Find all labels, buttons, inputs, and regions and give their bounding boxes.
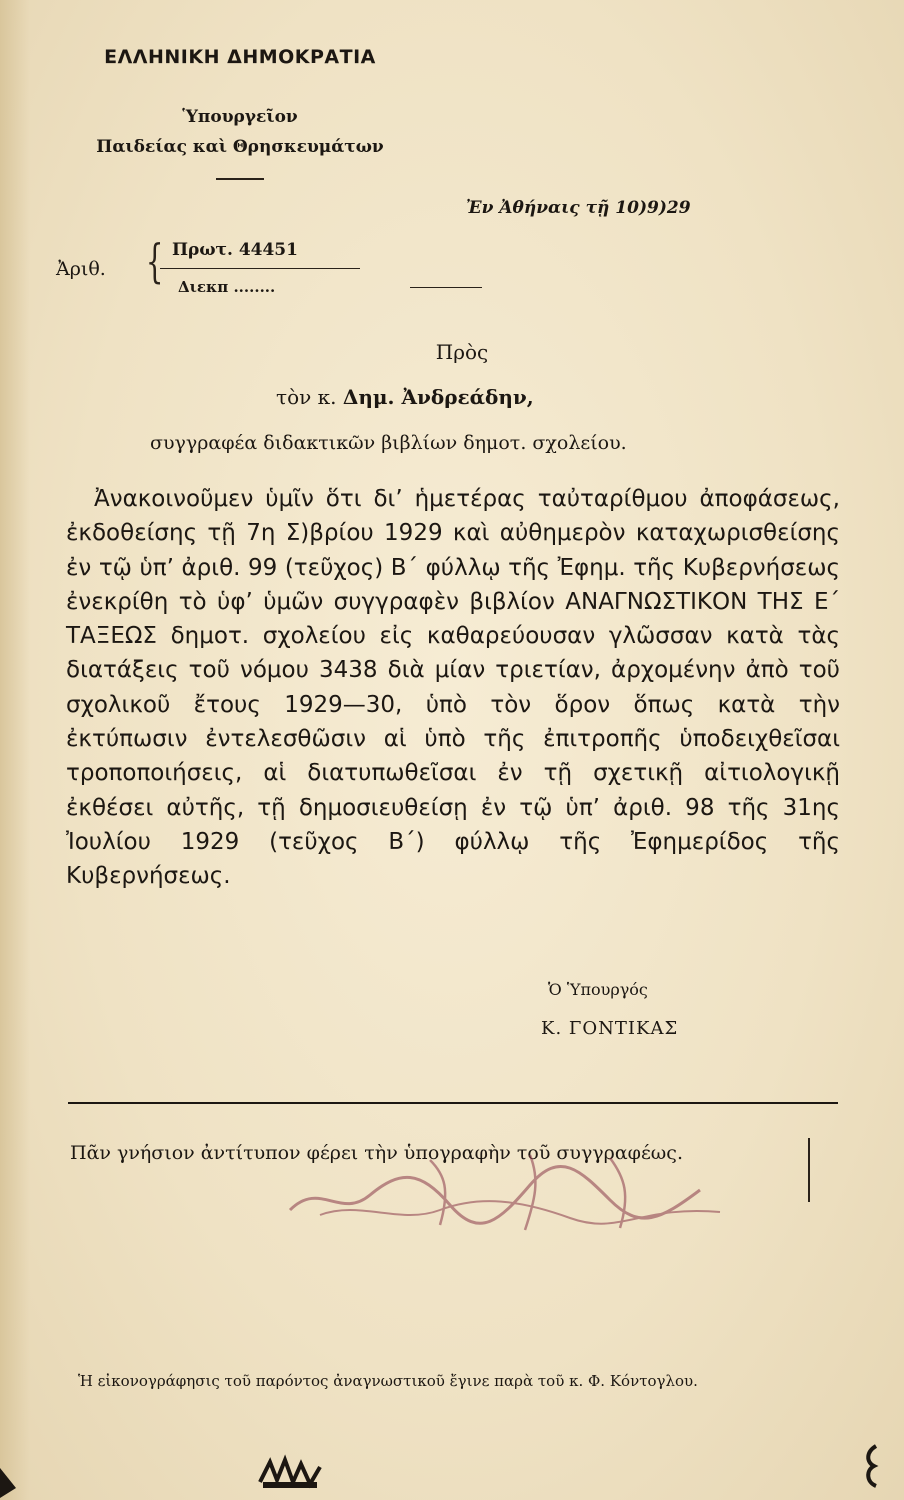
letter-body: Ἀνακοινοῦμεν ὑμῖν ὅτι δι’ ἡμετέρας ταὐταρίθμου ἀποφάσεως, ἐκδοθείσης τῇ 7η Σ)βρίου 1929 καὶ αὐθημερὸν καταχωρισθείσης ἐν τῷ ὑπ’ ἀριθ. 99 (τεῦχος) Β΄ φύλλῳ τῆς Ἐφημ. τῆς Κυβερνήσεως ἐνεκρίθη τὸ ὑφ’ ὑμῶν συγγραφὲν βιβλίον ΑΝΑΓΝΩΣΤΙΚΟΝ ΤΗΣ Ε΄ ΤΑΞΕΩΣ δημοτ. σχολείου εἰς καθαρεύουσαν γλῶσσαν κατὰ τὰς διατάξεις τοῦ νόμου 3438 διὰ μίαν τριετίαν, ἀρχομένην ἀπὸ τοῦ σχολικοῦ ἔτους 1929—30, ὑπὸ τὸν ὅρον ὅπως κατὰ τὴν ἐκτύπωσιν ἐντελεσθῶσιν αἱ ὑπὸ τῆς ἐπιτροπῆς ὑποδειχθεῖσαι τροποποιήσεις, αἱ διατυπωθεῖσαι ἐν τῇ σχετικῇ αἰτιολογικῇ ἐκθέσει αὐτῆς, τῇ δημοσιευθείσῃ ἐν τῷ ὑπ’ ἀριθ. 98 τῆς 31ης Ἰουλίου 1929 (τεῦχος Β΄) φύλλῳ τῆς Ἐφημερίδος τῆς Κυβερνήσεως.	[66, 486, 840, 890]
recipient-name: Δημ. Ἀνδρεάδην,	[342, 385, 534, 409]
section-divider	[68, 1102, 838, 1104]
reference-rule	[160, 268, 360, 269]
ministry-line-2: Παιδείας καὶ Θρησκευμάτων	[96, 137, 384, 157]
letterhead	[60, 46, 420, 180]
signature-name: Κ. ΓΟΝΤΙΚΑΣ	[541, 1018, 679, 1039]
corner-ornament-left	[0, 1458, 22, 1500]
margin-mark	[808, 1138, 810, 1202]
letterhead-rule	[216, 178, 264, 180]
recipient-prefix: τὸν κ.	[276, 385, 337, 409]
recipient-title: συγγραφέα διδακτικῶν βιβλίων δημοτ. σχολείου.	[150, 432, 627, 454]
letter-date: Ἐν Ἀθήναις τῇ 10)9)29	[466, 198, 691, 218]
recipient-line	[276, 385, 534, 409]
salutation-to: Πρὸς	[435, 340, 489, 364]
ministry-name	[60, 102, 420, 162]
corner-ornament	[862, 1442, 882, 1490]
signature-role: Ὁ Ὑπουργός	[548, 980, 648, 999]
dispatch-number: Διεκπ ........	[178, 278, 276, 296]
ornament-fragment	[255, 1452, 325, 1492]
republic-heading: ΕΛΛΗΝΙΚΗ ΔΗΜΟΚΡΑΤΙΑ	[104, 46, 376, 68]
reference-rule-right	[410, 287, 482, 288]
ministry-line-1: Ὑπουργεῖον	[182, 107, 298, 127]
reference-brace: {	[145, 234, 164, 288]
authenticity-note: Πᾶν γνήσιον ἀντίτυπον φέρει τὴν ὑπογραφὴν τοῦ συγγραφέως.	[70, 1142, 683, 1164]
illustration-note: Ἡ εἰκονογράφησις τοῦ παρόντος ἀναγνωστικοῦ ἔγινε παρὰ τοῦ κ. Φ. Κόντογλου.	[78, 1372, 698, 1390]
author-signature-stamp	[280, 1140, 740, 1240]
protocol-number: Πρωτ. 44451	[172, 240, 298, 260]
page-edge-shadow	[0, 0, 30, 1500]
reference-label: Ἀριθ.	[56, 258, 106, 280]
